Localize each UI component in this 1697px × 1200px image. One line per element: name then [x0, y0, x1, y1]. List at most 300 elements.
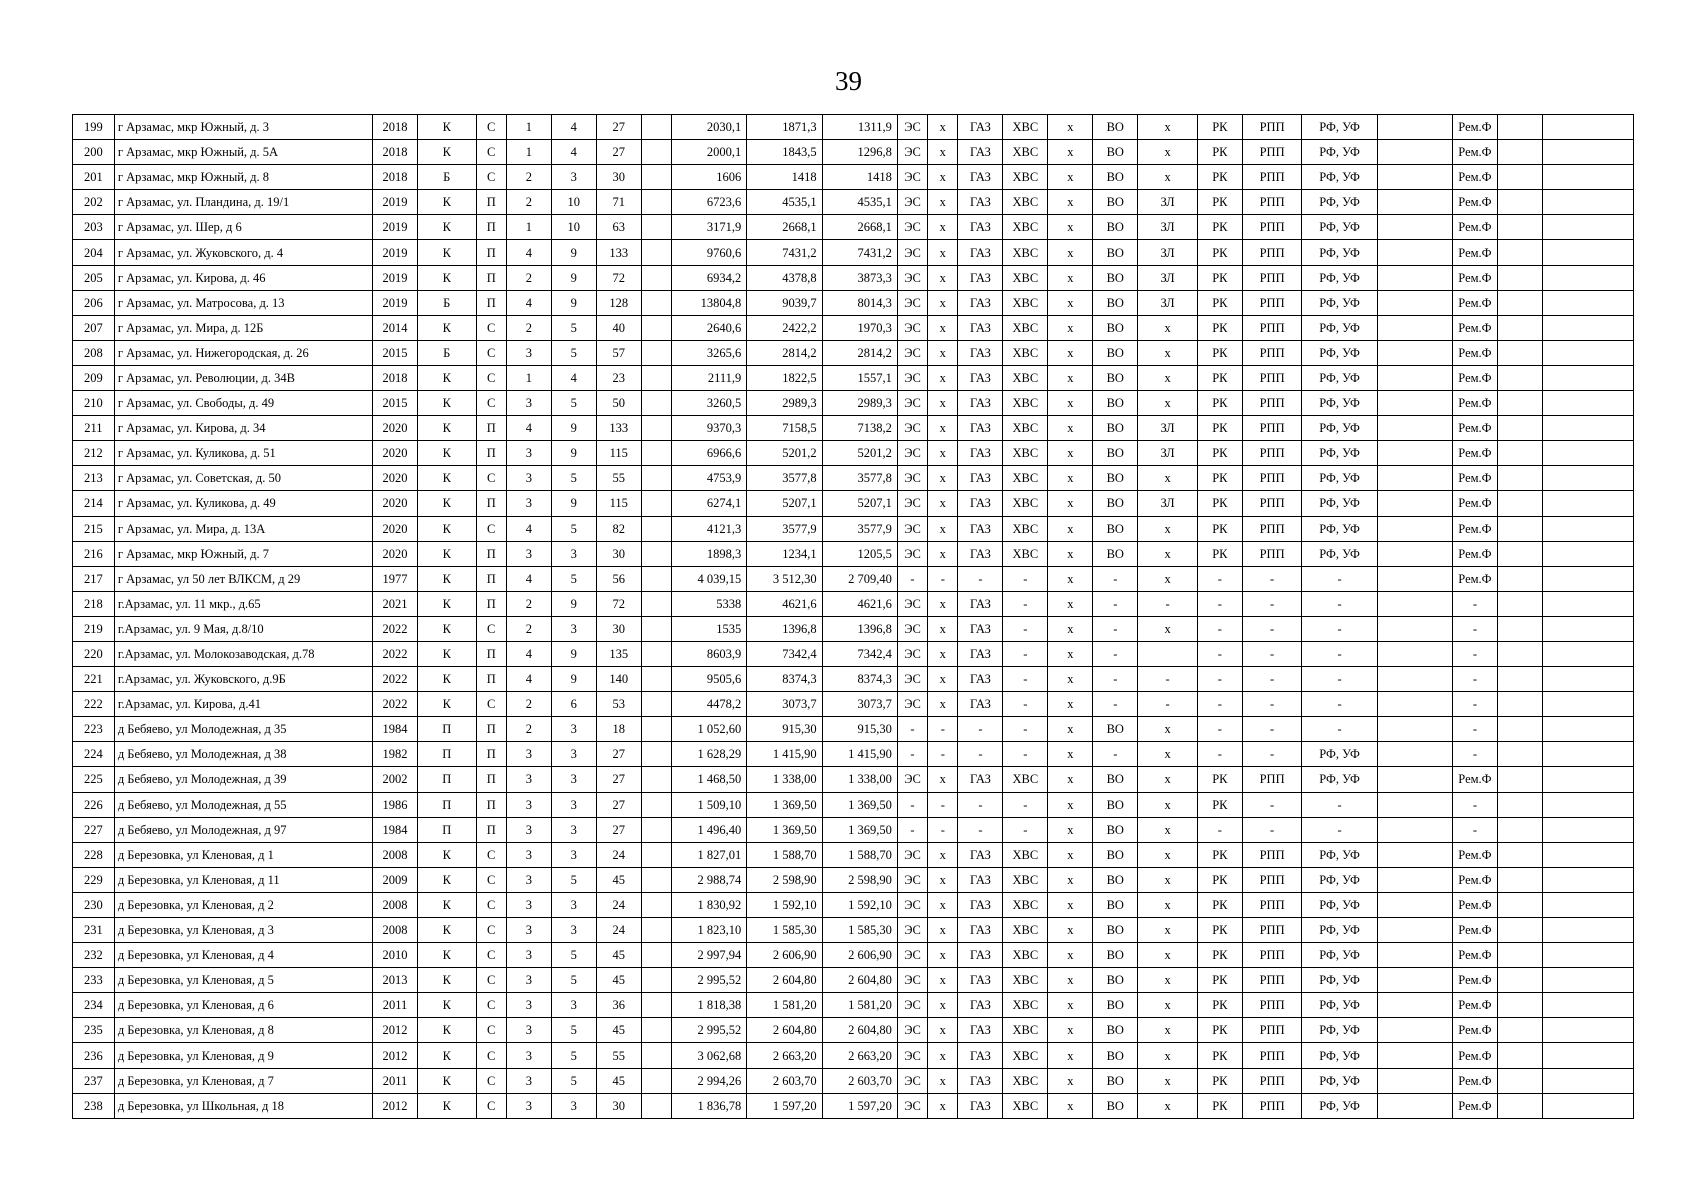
table-cell: - [1138, 692, 1198, 717]
table-cell: 8374,3 [747, 667, 822, 692]
table-cell: ВО [1093, 541, 1138, 566]
table-cell: Рем.Ф [1452, 365, 1497, 390]
table-cell: х [1048, 867, 1093, 892]
table-cell: Рем.Ф [1452, 867, 1497, 892]
table-cell: Рем.Ф [1452, 842, 1497, 867]
table-cell: Рем.Ф [1452, 968, 1497, 993]
table-cell [1542, 190, 1633, 215]
address-cell: г.Арзамас, ул. 11 мкр., д.65 [114, 591, 372, 616]
table-cell: П [476, 491, 506, 516]
table-cell: 5201,2 [822, 441, 897, 466]
table-row [73, 641, 1634, 666]
table-cell [1377, 717, 1452, 742]
table-cell: - [1302, 817, 1377, 842]
table-cell: 1234,1 [747, 541, 822, 566]
table-cell: ВО [1093, 165, 1138, 190]
table-cell: 9370,3 [672, 416, 747, 441]
table-cell: ЭС [897, 892, 927, 917]
table-cell: ЭС [897, 115, 927, 140]
table-cell: х [1138, 892, 1198, 917]
table-cell: - [1093, 742, 1138, 767]
table-cell [641, 466, 671, 491]
table-cell: РПП [1242, 165, 1302, 190]
table-cell: 45 [596, 1068, 641, 1093]
row-number-cell: 236 [73, 1043, 115, 1068]
table-cell: РФ, УФ [1302, 1068, 1377, 1093]
table-cell: х [928, 190, 958, 215]
table-cell: 2008 [373, 918, 418, 943]
address-cell: г.Арзамас, ул. 9 Мая, д.8/10 [114, 616, 372, 641]
table-row [73, 616, 1634, 641]
table-cell: ХВС [1003, 1068, 1048, 1093]
table-cell: 2009 [373, 867, 418, 892]
table-cell: 2015 [373, 391, 418, 416]
table-cell: 5 [551, 566, 596, 591]
table-cell: - [1452, 641, 1497, 666]
table-cell: П [476, 641, 506, 666]
table-cell [1377, 190, 1452, 215]
row-number-cell: 226 [73, 792, 115, 817]
table-cell [1542, 817, 1633, 842]
table-cell: ГАЗ [958, 591, 1003, 616]
table-cell: ХВС [1003, 391, 1048, 416]
table-cell [641, 1068, 671, 1093]
row-number-cell: 233 [73, 968, 115, 993]
table-cell: х [1138, 466, 1198, 491]
table-cell: РФ, УФ [1302, 767, 1377, 792]
table-cell: 115 [596, 441, 641, 466]
table-cell: - [1302, 566, 1377, 591]
table-cell: 2020 [373, 466, 418, 491]
table-cell: ВО [1093, 1068, 1138, 1093]
table-cell [641, 441, 671, 466]
table-cell: Рем.Ф [1452, 466, 1497, 491]
table-cell: х [928, 1018, 958, 1043]
table-cell: х [928, 516, 958, 541]
table-cell: П [476, 667, 506, 692]
table-cell: х [928, 541, 958, 566]
table-cell: 2 603,70 [747, 1068, 822, 1093]
table-cell [1542, 566, 1633, 591]
address-cell: г Арзамас, ул. Пландина, д. 19/1 [114, 190, 372, 215]
table-cell: 1418 [822, 165, 897, 190]
table-cell [1497, 541, 1542, 566]
table-cell: - [897, 817, 927, 842]
table-cell: х [1048, 892, 1093, 917]
table-cell: 9039,7 [747, 290, 822, 315]
table-cell: 40 [596, 315, 641, 340]
table-cell: ХВС [1003, 968, 1048, 993]
table-cell: Рем.Ф [1452, 943, 1497, 968]
table-cell: ВО [1093, 717, 1138, 742]
table-cell [1377, 792, 1452, 817]
address-cell: д Березовка, ул Кленовая, д 6 [114, 993, 372, 1018]
table-cell: 36 [596, 993, 641, 1018]
address-cell: д Березовка, ул Кленовая, д 1 [114, 842, 372, 867]
row-number-cell: 207 [73, 315, 115, 340]
table-cell: К [418, 1068, 477, 1093]
table-cell: 2020 [373, 416, 418, 441]
table-cell [1542, 1043, 1633, 1068]
table-cell [1497, 591, 1542, 616]
table-cell: 82 [596, 516, 641, 541]
table-cell: 2010 [373, 943, 418, 968]
table-cell [1497, 993, 1542, 1018]
table-cell: К [418, 265, 477, 290]
table-cell: 1 338,00 [822, 767, 897, 792]
table-cell: ХВС [1003, 215, 1048, 240]
table-cell: П [476, 290, 506, 315]
table-cell [641, 416, 671, 441]
table-cell [641, 215, 671, 240]
table-cell: РК [1197, 1043, 1242, 1068]
table-cell: 1843,5 [747, 140, 822, 165]
table-cell: ХВС [1003, 943, 1048, 968]
table-cell [1542, 641, 1633, 666]
table-cell: 1396,8 [747, 616, 822, 641]
table-cell: РК [1197, 240, 1242, 265]
table-cell: х [1048, 165, 1093, 190]
table-cell: 13804,8 [672, 290, 747, 315]
table-cell: 30 [596, 541, 641, 566]
table-cell: х [928, 391, 958, 416]
table-cell: РФ, УФ [1302, 416, 1377, 441]
table-cell: ВО [1093, 918, 1138, 943]
table-cell: 1535 [672, 616, 747, 641]
table-cell: х [1138, 767, 1198, 792]
table-cell [1497, 742, 1542, 767]
table-cell [1542, 616, 1633, 641]
table-cell [1497, 1093, 1542, 1118]
table-cell: 4621,6 [822, 591, 897, 616]
table-cell: ГАЗ [958, 265, 1003, 290]
table-cell: 63 [596, 215, 641, 240]
table-cell: 2022 [373, 667, 418, 692]
table-cell: ГАЗ [958, 115, 1003, 140]
table-cell: 3 [506, 993, 551, 1018]
table-row [73, 1093, 1634, 1118]
table-cell: - [1197, 616, 1242, 641]
row-number-cell: 209 [73, 365, 115, 390]
table-cell: РПП [1242, 1018, 1302, 1043]
table-cell: 3 512,30 [747, 566, 822, 591]
table-cell: РК [1197, 290, 1242, 315]
table-cell: РПП [1242, 968, 1302, 993]
table-cell: РФ, УФ [1302, 1093, 1377, 1118]
table-cell: 3 [506, 842, 551, 867]
address-cell: д Березовка, ул Кленовая, д 7 [114, 1068, 372, 1093]
table-cell: ЭС [897, 265, 927, 290]
table-cell: 45 [596, 1018, 641, 1043]
table-cell [1497, 290, 1542, 315]
address-cell: г Арзамас, ул. Мира, д. 13А [114, 516, 372, 541]
table-cell: - [1003, 742, 1048, 767]
row-number-cell: 230 [73, 892, 115, 917]
table-cell: ХВС [1003, 416, 1048, 441]
table-cell: С [476, 365, 506, 390]
address-cell: д Березовка, ул Кленовая, д 9 [114, 1043, 372, 1068]
table-cell: х [1138, 541, 1198, 566]
table-row [73, 817, 1634, 842]
table-cell [1377, 1093, 1452, 1118]
table-cell [1497, 190, 1542, 215]
table-cell: х [928, 340, 958, 365]
table-cell: 5 [551, 867, 596, 892]
table-cell: 2013 [373, 968, 418, 993]
table-cell: 2111,9 [672, 365, 747, 390]
table-cell: ЭС [897, 591, 927, 616]
row-number-cell: 224 [73, 742, 115, 767]
table-cell: РФ, УФ [1302, 993, 1377, 1018]
table-cell: х [1048, 742, 1093, 767]
table-cell [641, 968, 671, 993]
table-cell: С [476, 340, 506, 365]
table-cell: 10 [551, 215, 596, 240]
table-cell: 1984 [373, 817, 418, 842]
table-cell: ГАЗ [958, 441, 1003, 466]
table-cell: ГАЗ [958, 391, 1003, 416]
table-cell: х [1048, 943, 1093, 968]
table-cell: С [476, 968, 506, 993]
table-row [73, 290, 1634, 315]
table-row [73, 365, 1634, 390]
table-cell: 7158,5 [747, 416, 822, 441]
table-cell: П [418, 792, 477, 817]
table-cell: - [1003, 667, 1048, 692]
table-cell: РФ, УФ [1302, 391, 1377, 416]
table-cell: ХВС [1003, 842, 1048, 867]
table-cell: 1 [506, 115, 551, 140]
table-cell: 2020 [373, 491, 418, 516]
table-cell [1138, 641, 1198, 666]
table-cell: ГАЗ [958, 466, 1003, 491]
table-cell: - [1302, 792, 1377, 817]
table-cell: П [476, 240, 506, 265]
table-cell: ГАЗ [958, 867, 1003, 892]
table-cell: П [476, 717, 506, 742]
table-cell [641, 591, 671, 616]
row-number-cell: 200 [73, 140, 115, 165]
table-cell: П [476, 215, 506, 240]
table-cell: ГАЗ [958, 943, 1003, 968]
table-cell: - [1452, 616, 1497, 641]
table-cell: х [1048, 215, 1093, 240]
table-cell: 1396,8 [822, 616, 897, 641]
table-cell [1497, 767, 1542, 792]
table-cell: К [418, 842, 477, 867]
table-cell [1377, 616, 1452, 641]
table-cell: ГАЗ [958, 365, 1003, 390]
table-cell [641, 541, 671, 566]
table-cell: К [418, 315, 477, 340]
table-cell: РПП [1242, 491, 1302, 516]
address-cell: д Бебяево, ул Молодежная, д 97 [114, 817, 372, 842]
row-number-cell: 208 [73, 340, 115, 365]
table-cell: - [1093, 692, 1138, 717]
table-cell [1377, 290, 1452, 315]
table-cell: 2668,1 [747, 215, 822, 240]
table-cell [1542, 391, 1633, 416]
table-cell: РФ, УФ [1302, 491, 1377, 516]
table-cell: Рем.Ф [1452, 290, 1497, 315]
address-cell: д Березовка, ул Кленовая, д 3 [114, 918, 372, 943]
table-cell [1497, 616, 1542, 641]
table-cell: К [418, 391, 477, 416]
table-cell [641, 516, 671, 541]
table-cell: Б [418, 290, 477, 315]
table-cell: 7138,2 [822, 416, 897, 441]
table-cell: 2 604,80 [747, 1018, 822, 1043]
table-cell: 2 995,52 [672, 1018, 747, 1043]
table-cell: К [418, 641, 477, 666]
table-cell: 3 [506, 867, 551, 892]
table-cell [1542, 591, 1633, 616]
table-cell: 6966,6 [672, 441, 747, 466]
table-cell [1497, 215, 1542, 240]
table-cell [641, 867, 671, 892]
housing-registry-table [72, 114, 1634, 1119]
table-cell: х [1138, 943, 1198, 968]
table-cell: 2019 [373, 240, 418, 265]
table-cell: С [476, 1018, 506, 1043]
table-cell: ГАЗ [958, 1068, 1003, 1093]
address-cell: г.Арзамас, ул. Молокозаводская, д.78 [114, 641, 372, 666]
table-cell: х [1048, 767, 1093, 792]
table-cell: Рем.Ф [1452, 190, 1497, 215]
table-cell: ЭС [897, 943, 927, 968]
table-cell: 2008 [373, 842, 418, 867]
table-cell: ГАЗ [958, 165, 1003, 190]
address-cell: д Бебяево, ул Молодежная, д 38 [114, 742, 372, 767]
table-cell [1542, 240, 1633, 265]
table-cell [1542, 466, 1633, 491]
address-cell: г Арзамас, ул. Революции, д. 34В [114, 365, 372, 390]
table-cell: ЭС [897, 692, 927, 717]
table-cell: Рем.Ф [1452, 215, 1497, 240]
table-cell: ЭС [897, 140, 927, 165]
table-cell: - [1302, 641, 1377, 666]
table-cell [1497, 842, 1542, 867]
table-cell: 45 [596, 968, 641, 993]
table-cell: 6934,2 [672, 265, 747, 290]
table-cell: РК [1197, 943, 1242, 968]
table-cell: - [1197, 591, 1242, 616]
table-cell: 2012 [373, 1093, 418, 1118]
table-cell: 5338 [672, 591, 747, 616]
address-cell: д Бебяево, ул Молодежная, д 55 [114, 792, 372, 817]
table-cell: С [476, 466, 506, 491]
table-cell: П [476, 566, 506, 591]
table-cell [641, 892, 671, 917]
table-cell: 4621,6 [747, 591, 822, 616]
table-cell: 6723,6 [672, 190, 747, 215]
table-cell: РК [1197, 340, 1242, 365]
table-cell: С [476, 115, 506, 140]
table-cell [1377, 993, 1452, 1018]
table-cell: ГАЗ [958, 968, 1003, 993]
table-cell: Рем.Ф [1452, 165, 1497, 190]
row-number-cell: 227 [73, 817, 115, 842]
table-cell [1497, 566, 1542, 591]
table-cell: 7342,4 [747, 641, 822, 666]
table-cell: 5 [551, 466, 596, 491]
table-cell: ХВС [1003, 140, 1048, 165]
table-cell: ЭС [897, 240, 927, 265]
table-cell: х [1138, 717, 1198, 742]
table-cell [641, 290, 671, 315]
table-cell: - [1093, 566, 1138, 591]
table-cell: ХВС [1003, 190, 1048, 215]
row-number-cell: 206 [73, 290, 115, 315]
table-cell: 2022 [373, 692, 418, 717]
table-cell: РФ, УФ [1302, 165, 1377, 190]
table-cell: 2021 [373, 591, 418, 616]
table-cell: 1984 [373, 717, 418, 742]
table-cell: С [476, 165, 506, 190]
table-cell: 1557,1 [822, 365, 897, 390]
table-cell: 1 818,38 [672, 993, 747, 1018]
table-cell: - [1242, 641, 1302, 666]
table-cell: - [928, 717, 958, 742]
table-cell: 30 [596, 616, 641, 641]
table-cell: П [418, 817, 477, 842]
table-cell [1377, 491, 1452, 516]
table-cell: - [1003, 692, 1048, 717]
table-cell: ГАЗ [958, 641, 1003, 666]
table-cell: ГАЗ [958, 993, 1003, 1018]
table-cell: ВО [1093, 265, 1138, 290]
table-cell: 3 [551, 1093, 596, 1118]
table-row [73, 165, 1634, 190]
table-cell: С [476, 943, 506, 968]
table-cell: РК [1197, 1018, 1242, 1043]
table-cell: 7342,4 [822, 641, 897, 666]
table-cell [641, 491, 671, 516]
table-row [73, 516, 1634, 541]
table-cell [1497, 516, 1542, 541]
table-cell: 3 062,68 [672, 1043, 747, 1068]
address-cell: г Арзамас, ул. Мира, д. 12Б [114, 315, 372, 340]
table-cell: ВО [1093, 140, 1138, 165]
table-cell: 53 [596, 692, 641, 717]
table-cell: - [1302, 717, 1377, 742]
table-cell: ЗЛ [1138, 416, 1198, 441]
table-row [73, 466, 1634, 491]
address-cell: г Арзамас, мкр Южный, д. 8 [114, 165, 372, 190]
table-cell [1377, 1018, 1452, 1043]
table-cell: К [418, 968, 477, 993]
table-cell [641, 140, 671, 165]
table-cell: ВО [1093, 1093, 1138, 1118]
table-cell [1497, 265, 1542, 290]
table-cell: Рем.Ф [1452, 516, 1497, 541]
table-cell: ВО [1093, 491, 1138, 516]
table-row [73, 968, 1634, 993]
table-cell: х [928, 441, 958, 466]
table-cell: П [476, 190, 506, 215]
table-cell [1377, 692, 1452, 717]
table-cell [1542, 993, 1633, 1018]
table-cell: К [418, 616, 477, 641]
table-cell: ВО [1093, 817, 1138, 842]
table-cell: 3 [506, 1018, 551, 1043]
table-cell: х [1138, 315, 1198, 340]
table-cell: ВО [1093, 340, 1138, 365]
table-cell: - [1242, 817, 1302, 842]
table-cell [641, 842, 671, 867]
table-cell: 1 588,70 [747, 842, 822, 867]
table-cell: 3 [506, 541, 551, 566]
